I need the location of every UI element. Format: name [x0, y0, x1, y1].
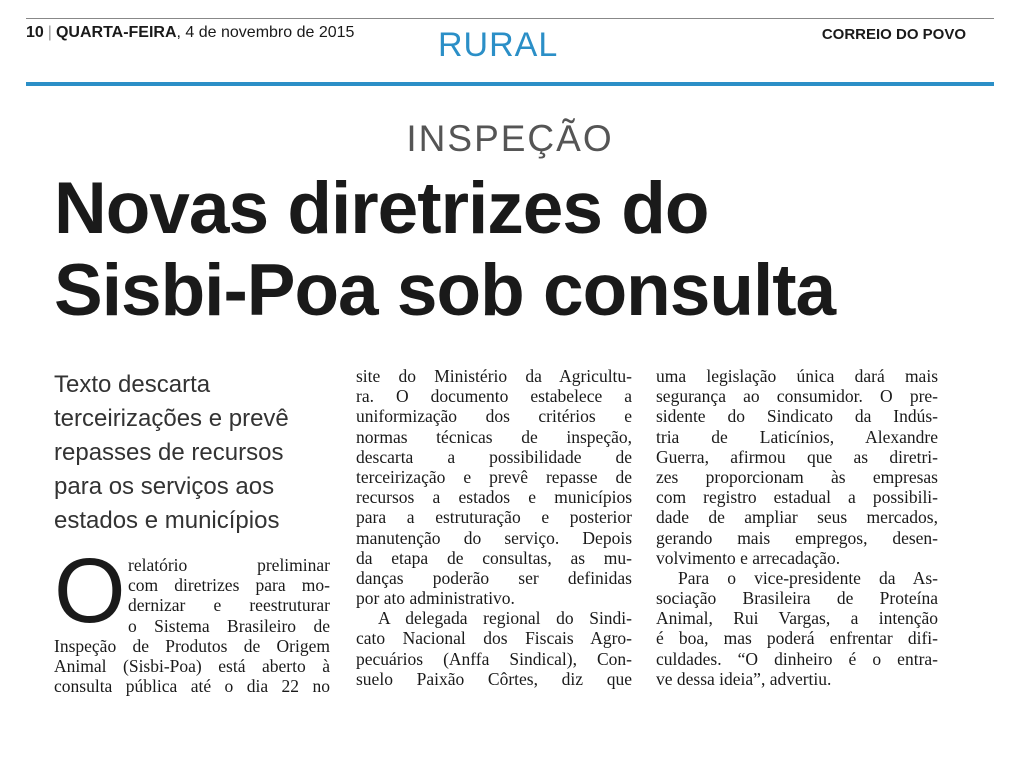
- body-line: site do Ministério da Agricultu-: [356, 366, 632, 386]
- page-number: 10: [26, 24, 44, 41]
- body-line: Para o vice-presidente da As-: [678, 567, 938, 588]
- body-line: uma legislação única dará mais: [656, 366, 938, 386]
- body-line: culdades. “O dinheiro é o entra-: [656, 648, 938, 669]
- body-line: recursos a estados e municípios: [356, 487, 632, 508]
- body-line: volvimento e arrecadação.: [656, 547, 841, 568]
- body-line: tria de Laticínios, Alexandre: [656, 426, 938, 447]
- page-header: [26, 18, 994, 88]
- body-line: terceirização e prevê repasse de: [356, 466, 632, 487]
- body-line: cato Nacional dos Fiscais Agro-: [356, 628, 632, 649]
- body-line: Animal, Rui Vargas, a intenção: [656, 608, 938, 629]
- body-line: o Sistema Brasileiro de: [128, 615, 330, 636]
- newspaper-brand: CORREIO DO POVO: [821, 26, 966, 43]
- headline-line: Novas diretrizes do: [54, 168, 709, 249]
- article-kicker: INSPEÇÃO: [406, 118, 614, 159]
- article-subhead: [54, 368, 322, 538]
- body-line: zes proporcionam às empresas: [656, 466, 938, 487]
- subhead-line: Texto descarta: [54, 371, 211, 398]
- body-line: gerando mais empregos, desen-: [656, 527, 938, 548]
- body-line: com registro estadual a possibili-: [656, 487, 938, 508]
- section-name: RURAL: [438, 26, 559, 64]
- body-line: A delegada regional do Sindi-: [378, 608, 632, 629]
- date: , 4 de novembro de 2015: [176, 24, 355, 41]
- body-line: pecuários (Anffa Sindical), Con-: [356, 648, 632, 669]
- subhead-line: para os serviços aos: [54, 473, 275, 500]
- body-line: suelo Paixão Côrtes, diz que: [356, 668, 632, 689]
- body-line: danças poderão ser definidas: [356, 567, 632, 588]
- body-line: Guerra, afirmou que as diretri-: [656, 446, 938, 467]
- subhead-line: terceirizações e prevê: [54, 405, 289, 432]
- body-line: descarta a possibilidade de: [356, 446, 632, 467]
- article-headline: [54, 168, 994, 332]
- body-line: sidente do Sindicato da Indús-: [656, 406, 938, 427]
- body-column-3: [656, 366, 938, 689]
- body-line: sociação Brasileira de Proteína: [656, 588, 938, 609]
- body-line: por ato administrativo.: [356, 588, 515, 609]
- body-column-1: [54, 555, 330, 696]
- body-column-2: [356, 366, 632, 689]
- body-line: consulta pública até o dia 22 no: [54, 676, 330, 697]
- body-line: manutenção do serviço. Depois: [356, 527, 632, 548]
- subhead-line: repasses de recursos: [54, 439, 284, 466]
- body-line: dade de ampliar seus mercados,: [656, 507, 938, 528]
- body-line: ra. O documento estabelece a: [356, 386, 632, 407]
- body-line: Animal (Sisbi-Poa) está aberto à: [54, 655, 330, 676]
- page-info: [26, 24, 354, 42]
- body-line: segurança ao consumidor. O pre-: [656, 386, 938, 407]
- body-line: com diretrizes para mo-: [128, 575, 330, 596]
- weekday: QUARTA-FEIRA: [55, 24, 177, 41]
- body-line: para a estruturação e posterior: [356, 507, 632, 528]
- body-line: da etapa de consultas, as mu-: [356, 547, 632, 568]
- body-line: relatório preliminar: [128, 555, 330, 575]
- headline-line: Sisbi-Poa sob consulta: [54, 250, 836, 331]
- header-top-rule: [26, 18, 994, 19]
- body-line: é boa, mas poderá enfrentar difi-: [656, 628, 938, 649]
- body-line: dernizar e reestruturar: [128, 595, 330, 616]
- body-line: uniformização dos critérios e: [356, 406, 632, 427]
- drop-cap: O: [54, 540, 126, 642]
- body-line: normas técnicas de inspeção,: [356, 426, 632, 447]
- subhead-line: estados e municípios: [54, 507, 280, 534]
- body-line: Inspeção de Produtos de Origem: [54, 635, 330, 656]
- body-line: ve dessa ideia”, advertiu.: [656, 668, 832, 689]
- section-rule: [26, 82, 994, 86]
- page-separator: |: [47, 24, 52, 41]
